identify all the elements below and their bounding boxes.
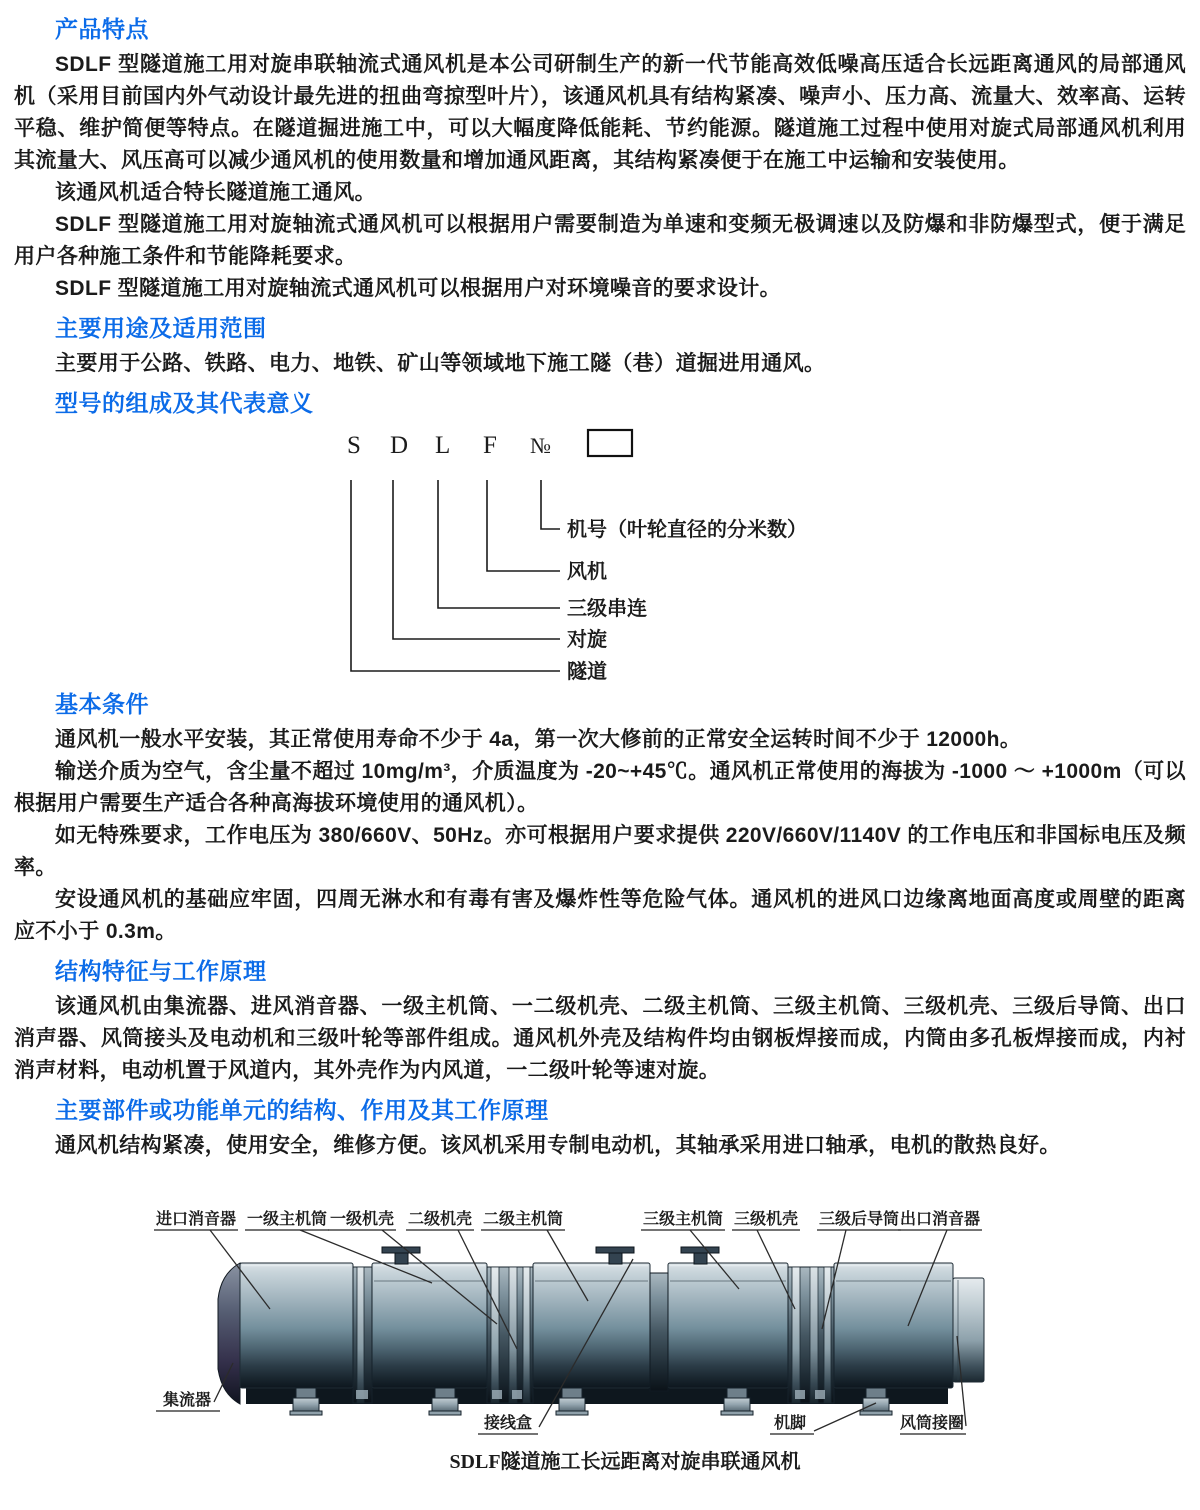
flange-bar <box>681 1247 719 1253</box>
figure-caption: SDLF隧道施工长远距离对旋串联通风机 <box>449 1451 801 1473</box>
basic-paragraph: 输送介质为空气，含尘量不超过 10mg/m³，介质温度为 -20~+45℃。通风机正常使用的海拔为 -1000 ～ +1000m（可以根据用户需要生产适合各种高海拔环境使用的通风机）。 <box>14 760 1186 815</box>
fan-body <box>218 1247 984 1415</box>
label-stage1-main: 一级主机筒 <box>246 1211 328 1228</box>
section-title-features: 产品特点 <box>55 16 149 42</box>
model-letter-d: D <box>390 432 409 459</box>
label-stage2-casing: 二级机壳 <box>407 1211 473 1228</box>
basic-paragraph: 安设通风机的基础应牢固，四周无淋水和有毒有害及爆炸性等危险气体。通风机的进风口边缘离地面高度或周壁的距离应不小于 0.3m。 <box>14 888 1186 943</box>
flange-bar <box>382 1247 420 1253</box>
basic-paragraph: 通风机一般水平安装，其正常使用寿命不少于 4a，第一次大修前的正常安全运转时间不少于 12000h。 <box>55 728 1022 751</box>
label-duct-ring: 风筒接圈 <box>899 1415 965 1432</box>
model-line-fan <box>487 480 560 571</box>
label-stage2-main: 二级主机筒 <box>482 1211 564 1228</box>
model-meaning-tunnel: 隧道 <box>567 661 607 681</box>
features-paragraph: 该通风机适合特长隧道施工通风。 <box>55 181 376 204</box>
label-stage3-main: 三级主机筒 <box>642 1211 724 1228</box>
features-paragraph: SDLF 型隧道施工用对旋轴流式通风机可以根据用户对环境噪音的要求设计。 <box>55 277 782 300</box>
section-title-usage: 主要用途及适用范围 <box>55 315 267 341</box>
usage-paragraph: 主要用于公路、铁路、电力、地铁、矿山等领域地下施工隧（巷）道掘进用通风。 <box>55 352 826 375</box>
model-letter-l: L <box>435 432 451 459</box>
model-letter-f: F <box>483 432 497 459</box>
fan-assembly-figure <box>14 1191 1186 1506</box>
stage2-main-cylinder <box>533 1263 650 1388</box>
fan-assembly-diagram <box>14 1191 1186 1506</box>
model-letter-no: № <box>530 433 551 458</box>
model-meaning-size: 机号（叶轮直径的分米数） <box>567 519 807 541</box>
section-title-structure: 结构特征与工作原理 <box>55 958 267 984</box>
ring-strip <box>523 1267 530 1403</box>
model-line-counter <box>393 480 560 639</box>
features-paragraph: SDLF 型隧道施工用对旋串联轴流式通风机是本公司研制生产的新一代节能高效低噪高压适合长远距离通风的局部通风机（采用目前国内外气动设计最先进的扭曲弯掠型叶片），该通风机具有结构紧凑、噪声小、压力高、流量大、效率高、运转平稳、维护简便等特点。在隧道掘进施工中，可以大幅度降低能耗、节约能源。隧道施工过程中使用对旋式局部通风机利用其流量大、风压高可以减少通风机的使用数量和增加通风距离，其结构紧凑便于在施工中运输和安装使用。 <box>14 53 1186 172</box>
top-flanges <box>382 1247 719 1264</box>
ring-strip <box>824 1267 831 1403</box>
label-stage3-casing: 三级机壳 <box>733 1211 799 1228</box>
structure-paragraph: 该通风机由集流器、进风消音器、一级主机筒、一二级机壳、二级主机筒、三级主机筒、三级机壳、三级后导筒、出口消声器、风筒接头及电动机和三级叶轮等部件组成。通风机外壳及结构件均由钢板焊接而成，内筒由多孔板焊接而成，内衬消声材料，电动机置于风道内，其外壳作为内风道，一二级叶轮等速对旋。 <box>14 995 1186 1082</box>
leader-foot <box>814 1403 876 1431</box>
label-foot: 机脚 <box>773 1415 807 1432</box>
center-recess <box>650 1273 668 1391</box>
model-letter-s: S <box>347 432 361 459</box>
stage3-main-cylinder <box>668 1263 788 1388</box>
flange-bar <box>596 1247 634 1253</box>
label-inlet-silencer: 进口消音器 <box>155 1211 237 1228</box>
flange-stem <box>609 1253 622 1264</box>
flange-stem <box>694 1253 707 1264</box>
label-stage3-guide: 三级后导筒 <box>818 1211 900 1228</box>
model-line-size <box>541 480 560 529</box>
model-composition-figure <box>14 423 1186 681</box>
features-paragraph: SDLF 型隧道施工用对旋轴流式通风机可以根据用户需要制造为单速和变频无极调速以及防爆和非防爆型式，便于满足用户各种施工条件和节能降耗要求。 <box>14 213 1186 268</box>
label-collector: 集流器 <box>162 1392 212 1409</box>
label-junction-box: 接线盒 <box>483 1415 533 1432</box>
inlet-bell <box>218 1263 240 1404</box>
fan-bottom-band <box>246 1388 948 1404</box>
model-composition-diagram <box>14 423 1186 681</box>
model-meaning-counter: 对旋 <box>567 629 607 651</box>
section-title-model: 型号的组成及其代表意义 <box>55 390 314 416</box>
ring-strip <box>491 1267 499 1403</box>
model-number-box <box>588 430 632 456</box>
label-stage1-casing: 一级机壳 <box>329 1211 395 1228</box>
model-line-tunnel <box>351 480 560 671</box>
label-outlet-silencer: 出口消音器 <box>899 1211 981 1228</box>
inlet-silencer-cylinder <box>240 1263 353 1388</box>
ring-strip <box>810 1267 818 1403</box>
model-meaning-threestage: 三级串连 <box>567 598 647 620</box>
model-meaning-fan: 风机 <box>567 561 607 583</box>
outlet-silencer-cylinder <box>834 1263 953 1388</box>
section-title-parts: 主要部件或功能单元的结构、作用及其工作原理 <box>55 1097 549 1123</box>
section-title-basic: 基本条件 <box>55 691 149 717</box>
flange-stem <box>395 1253 408 1264</box>
basic-paragraph: 如无特殊要求，工作电压为 380/660V、50Hz。亦可根据用户要求提供 220V/660V/1140V 的工作电压和非国标电压及频率。 <box>14 824 1186 879</box>
parts-paragraph: 通风机结构紧凑，使用安全，维修方便。该风机采用专制电动机，其轴承采用进口轴承，电机的散热良好。 <box>55 1134 1061 1157</box>
ring-strip <box>792 1267 800 1403</box>
ring-strip <box>357 1267 364 1403</box>
